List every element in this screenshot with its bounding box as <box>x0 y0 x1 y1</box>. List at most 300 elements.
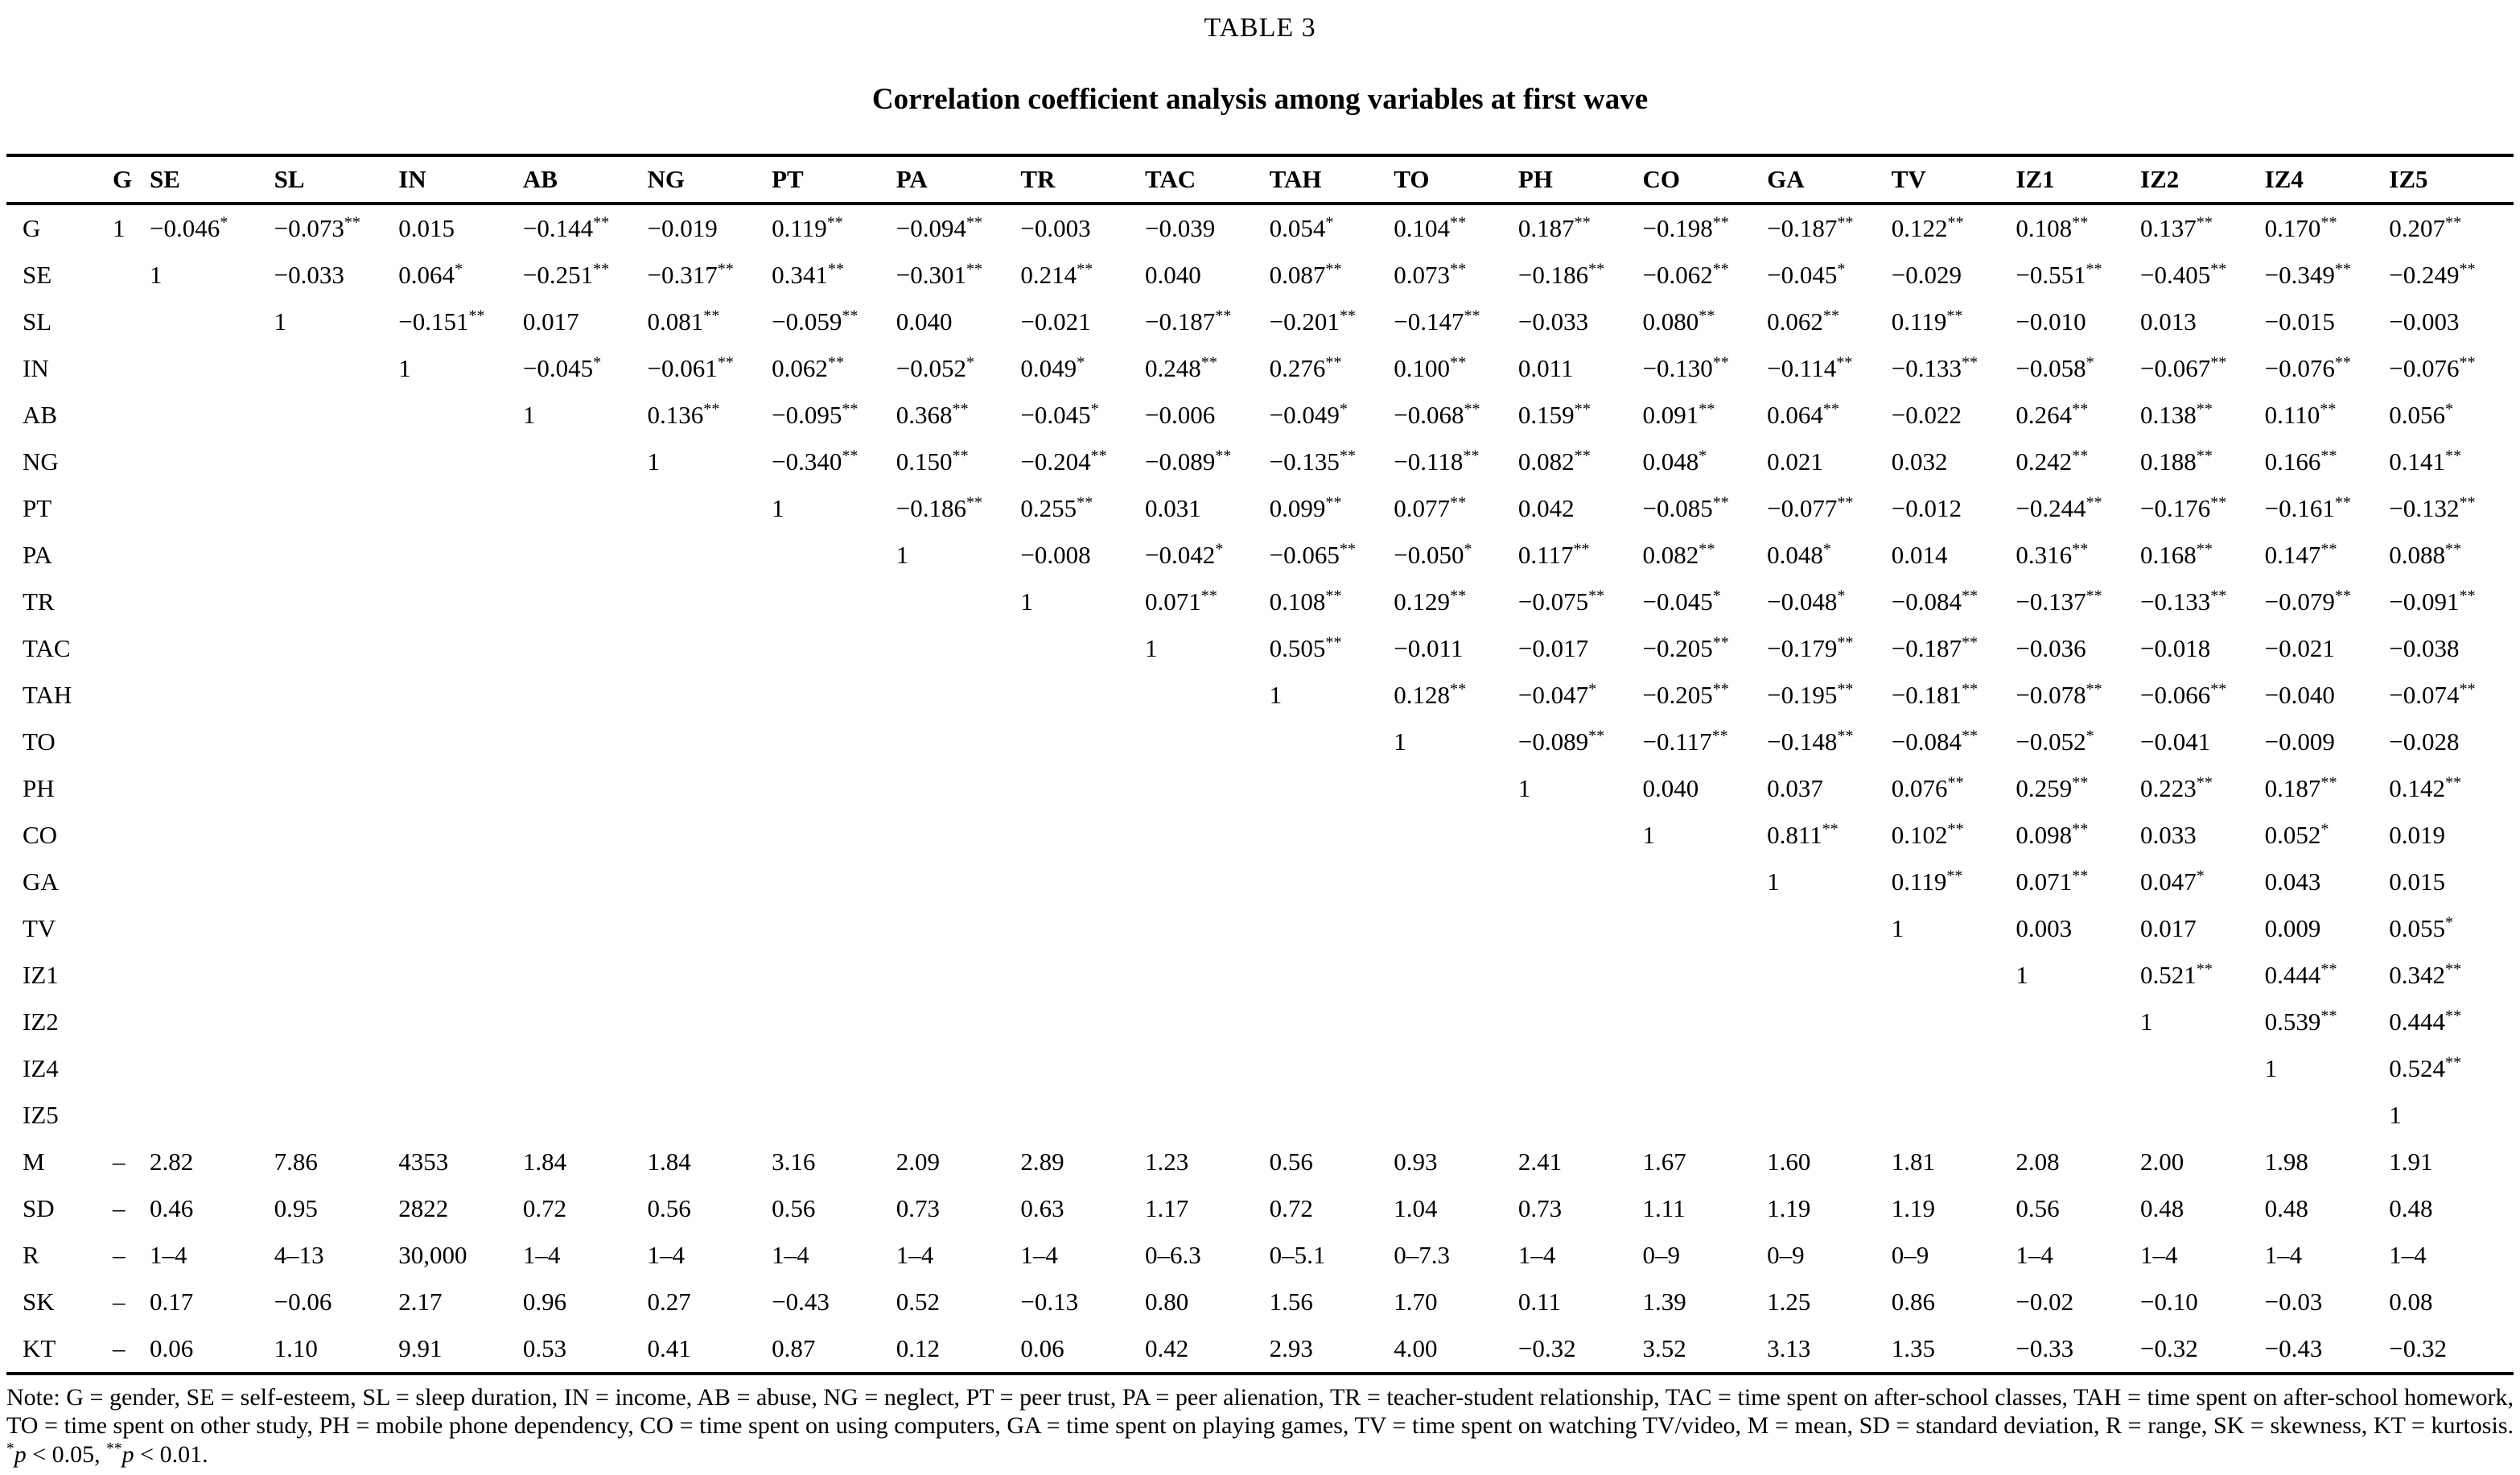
cell-PH-IZ1: 0.259** <box>2016 773 2089 802</box>
row-label-TAH: TAH <box>23 681 72 709</box>
cell-TV-AB <box>523 905 648 952</box>
cell-SK-GA: 1.25 <box>1767 1288 1811 1316</box>
cell-IZ1-G <box>113 952 150 999</box>
cell-TR-TV: −0.084** <box>1891 587 1979 616</box>
cell-TR-SE <box>150 579 274 625</box>
cell-TV-IZ1: 0.003 <box>2016 914 2073 942</box>
col-header-NG: NG <box>648 155 772 204</box>
cell-SD-NG: 0.56 <box>647 1194 691 1222</box>
cell-R-IZ5: 1–4 <box>2389 1241 2427 1269</box>
table-row-KT <box>6 1325 2514 1374</box>
cell-SL-IZ4: −0.015 <box>2264 307 2335 336</box>
cell-G-SL: −0.073** <box>274 213 360 242</box>
cell-SL-TV: 0.119** <box>1891 307 1963 336</box>
cell-CO-TO <box>1394 812 1518 859</box>
cell-IZ4-PT <box>772 1045 896 1092</box>
cell-R-IZ1: 1–4 <box>2016 1241 2053 1269</box>
cell-IN-TAH: 0.276** <box>1269 353 1342 382</box>
cell-PA-TV: 0.014 <box>1891 541 1948 569</box>
cell-GA-PT <box>772 859 896 905</box>
cell-M-PA: 2.09 <box>896 1147 940 1176</box>
table-row-TAH <box>6 672 2514 719</box>
cell-TR-CO: −0.045* <box>1642 587 1721 616</box>
cell-GA-TO <box>1394 859 1518 905</box>
cell-SK-CO: 1.39 <box>1642 1288 1686 1316</box>
cell-PA-TR: −0.008 <box>1020 541 1091 569</box>
cell-PA-PA: 1 <box>896 541 909 569</box>
cell-SE-SE: 1 <box>150 261 163 289</box>
cell-CO-SL <box>274 812 399 859</box>
cell-IZ2-NG <box>648 999 772 1045</box>
cell-TV-PT <box>772 905 896 952</box>
cell-PH-IZ4: 0.187** <box>2264 773 2337 802</box>
cell-IZ2-IZ4: 0.539** <box>2264 1007 2337 1036</box>
cell-IZ5-TR <box>1020 1092 1145 1139</box>
col-header-GA: GA <box>1767 155 1892 204</box>
cell-SK-PT: −0.43 <box>772 1288 830 1316</box>
row-label-SK: SK <box>23 1288 55 1316</box>
cell-AB-PT: −0.095** <box>772 400 859 429</box>
cell-CO-CO: 1 <box>1642 821 1655 849</box>
cell-PA-IZ5: 0.088** <box>2389 540 2462 569</box>
cell-SK-IZ5: 0.08 <box>2389 1288 2433 1316</box>
cell-PT-IN <box>398 485 523 532</box>
cell-G-PA: −0.094** <box>896 213 983 242</box>
cell-IN-IZ4: −0.076** <box>2264 353 2351 382</box>
cell-TV-CO <box>1643 905 1768 952</box>
cell-IZ2-PH <box>1518 999 1643 1045</box>
cell-IN-PA: −0.052* <box>896 353 975 382</box>
cell-GA-CO <box>1643 859 1768 905</box>
table-row-SD <box>6 1185 2514 1232</box>
cell-TAH-TR <box>1020 672 1145 719</box>
cell-PH-TAC <box>1145 765 1270 812</box>
cell-IZ4-SL <box>274 1045 399 1092</box>
cell-IN-SE <box>150 345 274 392</box>
cell-PH-SE <box>150 765 274 812</box>
cell-GA-PA <box>896 859 1021 905</box>
cell-R-SE: 1–4 <box>150 1241 187 1269</box>
row-label-IZ2: IZ2 <box>23 1007 59 1036</box>
cell-NG-TR: −0.204** <box>1020 447 1107 476</box>
col-header-PT: PT <box>772 155 896 204</box>
cell-TO-TV: −0.084** <box>1891 727 1979 756</box>
table-row-IZ2 <box>6 999 2514 1045</box>
cell-TV-G <box>113 905 150 952</box>
table-row-IZ4 <box>6 1045 2514 1092</box>
table-row-GA <box>6 859 2514 905</box>
cell-SD-IZ4: 0.48 <box>2264 1194 2308 1222</box>
cell-TO-SL <box>274 719 399 765</box>
cell-M-IZ4: 1.98 <box>2264 1147 2308 1176</box>
cell-M-IN: 4353 <box>398 1147 449 1176</box>
cell-PA-PT <box>772 532 896 579</box>
table-number: TABLE 3 <box>1204 13 1316 43</box>
cell-PA-SE <box>150 532 274 579</box>
cell-GA-AB <box>523 859 648 905</box>
cell-TO-IN <box>398 719 523 765</box>
table-row-TAC <box>6 625 2514 672</box>
cell-TAH-IZ5: −0.074** <box>2389 680 2476 709</box>
cell-TV-SE <box>150 905 274 952</box>
cell-SE-PH: −0.186** <box>1517 260 1605 289</box>
cell-TV-PA <box>896 905 1021 952</box>
cell-PH-IZ5: 0.142** <box>2389 773 2462 802</box>
cell-SE-G <box>113 252 150 299</box>
cell-M-TAC: 1.23 <box>1145 1147 1189 1176</box>
cell-PT-TAC: 0.031 <box>1145 494 1201 522</box>
cell-TV-NG <box>648 905 772 952</box>
cell-IZ5-PH <box>1518 1092 1643 1139</box>
cell-SD-IZ1: 0.56 <box>2016 1194 2060 1222</box>
cell-IN-IZ2: −0.067** <box>2140 353 2227 382</box>
cell-M-IZ5: 1.91 <box>2389 1147 2433 1176</box>
cell-TO-G <box>113 719 150 765</box>
row-label-SE: SE <box>23 261 52 289</box>
cell-CO-TAC <box>1145 812 1270 859</box>
cell-IZ5-TO <box>1394 1092 1518 1139</box>
cell-TO-SE <box>150 719 274 765</box>
cell-SD-PH: 0.73 <box>1517 1194 1563 1222</box>
cell-M-TR: 2.89 <box>1020 1147 1064 1176</box>
cell-IZ1-TAC <box>1145 952 1270 999</box>
cell-PA-NG <box>648 532 772 579</box>
cell-SL-G <box>113 299 150 345</box>
cell-IZ2-IN <box>398 999 523 1045</box>
cell-PT-IZ1: −0.244** <box>2016 493 2102 522</box>
cell-SD-IZ5: 0.48 <box>2389 1194 2433 1222</box>
cell-TO-GA: −0.148** <box>1767 727 1854 756</box>
cell-SE-IN: 0.064* <box>398 260 463 289</box>
cell-KT-IZ5: −0.32 <box>2389 1334 2447 1362</box>
cell-AB-IZ5: 0.056* <box>2389 400 2454 429</box>
cell-TV-TAC <box>1145 905 1270 952</box>
cell-AB-TO: −0.068** <box>1394 400 1480 429</box>
cell-PT-SE <box>150 485 274 532</box>
cell-NG-G <box>113 439 150 485</box>
cell-PA-SL <box>274 532 399 579</box>
row-label-PT: PT <box>23 494 52 522</box>
cell-IZ4-G <box>113 1045 150 1092</box>
cell-TV-TV: 1 <box>1891 914 1904 942</box>
cell-PA-TO: −0.050* <box>1394 540 1472 569</box>
cell-IZ2-TO <box>1394 999 1518 1045</box>
cell-IN-TV: −0.133** <box>1891 353 1979 382</box>
cell-NG-NG: 1 <box>647 447 660 476</box>
cell-PH-TAH <box>1270 765 1394 812</box>
cell-SL-IZ1: −0.010 <box>2016 307 2086 336</box>
cell-NG-PA: 0.150** <box>896 447 969 476</box>
cell-KT-PA: 0.12 <box>896 1334 940 1362</box>
cell-PH-AB <box>523 765 648 812</box>
cell-SL-TR: −0.021 <box>1020 307 1091 336</box>
cell-GA-IN <box>398 859 523 905</box>
cell-PT-IZ4: −0.161** <box>2264 493 2351 522</box>
cell-PA-TAH: −0.065** <box>1269 540 1356 569</box>
cell-KT-TV: 1.35 <box>1891 1334 1935 1362</box>
cell-TR-TAC: 0.071** <box>1145 587 1217 616</box>
cell-SD-SL: 0.95 <box>274 1194 318 1222</box>
cell-KT-PT: 0.87 <box>772 1334 816 1362</box>
cell-SK-SE: 0.17 <box>150 1288 194 1316</box>
cell-PT-TO: 0.077** <box>1394 493 1467 522</box>
cell-CO-TAH <box>1270 812 1394 859</box>
cell-IZ5-NG <box>648 1092 772 1139</box>
cell-SE-IZ1: −0.551** <box>2016 260 2102 289</box>
cell-PH-TV: 0.076** <box>1891 773 1964 802</box>
cell-IN-IZ1: −0.058* <box>2016 353 2094 382</box>
cell-AB-IN <box>398 392 523 439</box>
cell-PT-NG <box>648 485 772 532</box>
cell-IZ1-CO <box>1643 952 1768 999</box>
cell-G-SE: −0.046* <box>150 213 229 242</box>
cell-TAH-IZ2: −0.066** <box>2140 680 2227 709</box>
cell-TV-IZ2: 0.017 <box>2140 914 2197 942</box>
cell-CO-AB <box>523 812 648 859</box>
cell-TAH-SL <box>274 672 399 719</box>
cell-IZ2-PT <box>772 999 896 1045</box>
row-label-G: G <box>23 214 41 242</box>
cell-SD-TR: 0.63 <box>1020 1194 1064 1222</box>
cell-TAC-AB <box>523 625 648 672</box>
table-caption: Correlation coefficient analysis among variables at first wave <box>871 83 1649 116</box>
cell-SD-AB: 0.72 <box>522 1194 567 1222</box>
cell-PH-G <box>113 765 150 812</box>
cell-G-TV: 0.122** <box>1891 213 1964 242</box>
cell-TR-TR: 1 <box>1020 587 1033 616</box>
cell-TR-PT <box>772 579 896 625</box>
cell-IZ2-TR <box>1020 999 1145 1045</box>
table-row-M <box>6 1139 2514 1185</box>
cell-SL-IN: −0.151** <box>398 307 485 336</box>
cell-TV-IZ4: 0.009 <box>2264 914 2321 942</box>
cell-G-IZ4: 0.170** <box>2264 213 2337 242</box>
row-label-M: M <box>23 1147 45 1176</box>
cell-TR-GA: −0.048* <box>1767 587 1846 616</box>
col-header-TO: TO <box>1394 155 1518 204</box>
cell-TO-IZ2: −0.041 <box>2140 727 2211 756</box>
cell-NG-TAH: −0.135** <box>1269 447 1356 476</box>
cell-AB-TAH: −0.049* <box>1269 400 1348 429</box>
cell-TAC-IZ5: −0.038 <box>2389 634 2460 662</box>
cell-PH-SL <box>274 765 399 812</box>
cell-IZ4-PH <box>1518 1045 1643 1092</box>
cell-SD-TO: 1.04 <box>1394 1194 1438 1222</box>
cell-KT-SE: 0.06 <box>150 1334 194 1362</box>
cell-PA-PH: 0.117** <box>1517 540 1590 569</box>
cell-GA-IZ4: 0.043 <box>2264 867 2321 896</box>
cell-TV-TO <box>1394 905 1518 952</box>
cell-PA-TAC: −0.042* <box>1145 540 1224 569</box>
cell-TAC-TAH: 0.505** <box>1269 633 1342 662</box>
cell-SK-TAH: 1.56 <box>1269 1288 1313 1316</box>
cell-SD-GA: 1.19 <box>1767 1194 1811 1222</box>
cell-M-IZ2: 2.00 <box>2140 1147 2184 1176</box>
cell-IZ4-TAC <box>1145 1045 1270 1092</box>
cell-IZ4-GA <box>1767 1045 1892 1092</box>
cell-M-TV: 1.81 <box>1891 1147 1935 1176</box>
cell-G-TAC: −0.039 <box>1145 214 1216 242</box>
table-row-PT <box>6 485 2514 532</box>
cell-SK-IZ1: −0.02 <box>2016 1288 2074 1316</box>
cell-PT-IZ5: −0.132** <box>2389 493 2476 522</box>
cell-IZ4-TR <box>1020 1045 1145 1092</box>
table-row-PH <box>6 765 2514 812</box>
col-header-IZ5: IZ5 <box>2389 155 2514 204</box>
cell-G-PT: 0.119** <box>772 213 843 242</box>
cell-SL-SL: 1 <box>274 307 287 336</box>
cell-TAH-TV: −0.181** <box>1891 680 1979 709</box>
cell-NG-SL <box>274 439 399 485</box>
correlation-table <box>6 154 2514 1375</box>
cell-G-IZ1: 0.108** <box>2016 213 2089 242</box>
cell-IZ1-TO <box>1394 952 1518 999</box>
cell-IZ1-PT <box>772 952 896 999</box>
cell-NG-AB <box>523 439 648 485</box>
cell-KT-IZ4: −0.43 <box>2264 1334 2323 1362</box>
cell-SE-GA: −0.045* <box>1767 260 1846 289</box>
cell-IZ1-IZ2: 0.521** <box>2140 960 2213 989</box>
cell-G-G: 1 <box>113 214 126 242</box>
cell-TV-PH <box>1518 905 1643 952</box>
cell-R-TO: 0–7.3 <box>1394 1241 1450 1269</box>
cell-PH-PA <box>896 765 1021 812</box>
cell-SE-TAC: 0.040 <box>1145 261 1201 289</box>
row-label-SD: SD <box>23 1194 55 1222</box>
cell-SK-AB: 0.96 <box>522 1288 567 1316</box>
cell-SD-TAC: 1.17 <box>1145 1194 1189 1222</box>
cell-IZ2-TAH <box>1270 999 1394 1045</box>
cell-GA-IZ5: 0.015 <box>2389 867 2445 896</box>
cell-AB-G <box>113 392 150 439</box>
cell-SD-TAH: 0.72 <box>1269 1194 1313 1222</box>
cell-AB-IZ1: 0.264** <box>2016 400 2089 429</box>
cell-NG-TV: 0.032 <box>1891 447 1948 476</box>
cell-SL-IZ2: 0.013 <box>2140 307 2197 336</box>
cell-IZ4-IZ5: 0.524** <box>2389 1053 2462 1082</box>
cell-SL-PT: −0.059** <box>772 307 859 336</box>
row-label-IZ5: IZ5 <box>23 1101 59 1129</box>
cell-TAC-GA: −0.179** <box>1767 633 1854 662</box>
cell-TAH-IZ4: −0.040 <box>2264 681 2335 709</box>
cell-R-AB: 1–4 <box>522 1241 561 1269</box>
cell-IZ1-NG <box>648 952 772 999</box>
table-row-R <box>6 1232 2514 1279</box>
cell-IZ5-TAH <box>1270 1092 1394 1139</box>
cell-TV-GA <box>1767 905 1892 952</box>
cell-IZ2-AB <box>523 999 648 1045</box>
cell-CO-IZ5: 0.019 <box>2389 821 2445 849</box>
table-row-CO <box>6 812 2514 859</box>
cell-TAH-PH: −0.047* <box>1517 680 1597 709</box>
cell-TAH-G <box>113 672 150 719</box>
cell-TR-PH: −0.075** <box>1517 587 1605 616</box>
row-label-NG: NG <box>23 447 59 476</box>
col-header-TAH: TAH <box>1270 155 1394 204</box>
cell-GA-TAH <box>1270 859 1394 905</box>
cell-IN-PT: 0.062** <box>772 353 845 382</box>
cell-NG-PT: −0.340** <box>772 447 859 476</box>
cell-SK-G: – <box>113 1288 126 1316</box>
cell-TAH-CO: −0.205** <box>1642 680 1729 709</box>
cell-TAH-TAC <box>1145 672 1270 719</box>
cell-KT-IZ1: −0.33 <box>2016 1334 2074 1362</box>
cell-M-TAH: 0.56 <box>1269 1147 1313 1176</box>
cell-SE-SL: −0.033 <box>274 261 344 289</box>
cell-IZ5-SL <box>274 1092 399 1139</box>
cell-SD-CO: 1.11 <box>1642 1194 1686 1222</box>
cell-IZ4-IZ2 <box>2140 1045 2265 1092</box>
cell-SK-NG: 0.27 <box>647 1288 691 1316</box>
cell-AB-TR: −0.045* <box>1020 400 1099 429</box>
cell-M-NG: 1.84 <box>647 1147 691 1176</box>
cell-SK-IZ2: −0.10 <box>2140 1288 2198 1316</box>
cell-PH-IN <box>398 765 523 812</box>
table-row-IZ5 <box>6 1092 2514 1139</box>
row-label-AB: AB <box>23 401 58 429</box>
cell-TV-TAH <box>1270 905 1394 952</box>
cell-PH-GA: 0.037 <box>1767 774 1823 802</box>
cell-TAH-TAH: 1 <box>1269 681 1283 709</box>
cell-PT-AB <box>523 485 648 532</box>
cell-CO-NG <box>648 812 772 859</box>
cell-NG-IZ1: 0.242** <box>2016 447 2089 476</box>
cell-IN-PH: 0.011 <box>1517 354 1574 382</box>
cell-TAC-TAC: 1 <box>1145 634 1158 662</box>
cell-TO-AB <box>523 719 648 765</box>
cell-G-IZ2: 0.137** <box>2140 213 2213 242</box>
cell-M-AB: 1.84 <box>522 1147 567 1176</box>
cell-IZ5-TV <box>1892 1092 2016 1139</box>
row-label-TR: TR <box>23 587 55 616</box>
cell-M-CO: 1.67 <box>1642 1147 1686 1176</box>
cell-TO-CO: −0.117** <box>1642 727 1728 756</box>
cell-TAC-G <box>113 625 150 672</box>
cell-IZ4-IZ4: 1 <box>2264 1054 2278 1082</box>
cell-TR-IZ1: −0.137** <box>2016 587 2102 616</box>
cell-PA-IZ4: 0.147** <box>2264 540 2337 569</box>
cell-IN-NG: −0.061** <box>647 353 734 382</box>
row-label-GA: GA <box>23 867 59 896</box>
cell-TAC-TR <box>1020 625 1145 672</box>
cell-PH-CO: 0.040 <box>1642 774 1699 802</box>
cell-SK-TAC: 0.80 <box>1145 1288 1189 1316</box>
cell-IZ5-GA <box>1767 1092 1892 1139</box>
cell-TAH-NG <box>648 672 772 719</box>
cell-IZ1-IZ4: 0.444** <box>2264 960 2337 989</box>
cell-TAC-PT <box>772 625 896 672</box>
cell-IZ2-TAC <box>1145 999 1270 1045</box>
cell-AB-PH: 0.159** <box>1517 400 1591 429</box>
cell-TR-IZ5: −0.091** <box>2389 587 2476 616</box>
col-header-IZ1: IZ1 <box>2016 155 2140 204</box>
cell-G-PH: 0.187** <box>1517 213 1591 242</box>
cell-CO-TR <box>1020 812 1145 859</box>
row-label-CO: CO <box>23 821 58 849</box>
cell-TO-TO: 1 <box>1394 727 1406 756</box>
cell-SK-IZ4: −0.03 <box>2264 1288 2323 1316</box>
cell-TAC-SL <box>274 625 399 672</box>
cell-KT-G: – <box>113 1334 126 1362</box>
cell-PH-TR <box>1020 765 1145 812</box>
cell-TV-IN <box>398 905 523 952</box>
cell-TAH-IN <box>398 672 523 719</box>
cell-IZ1-SE <box>150 952 274 999</box>
col-header-TR: TR <box>1020 155 1145 204</box>
cell-CO-IZ2: 0.033 <box>2140 821 2197 849</box>
cell-CO-SE <box>150 812 274 859</box>
cell-TR-IZ2: −0.133** <box>2140 587 2227 616</box>
